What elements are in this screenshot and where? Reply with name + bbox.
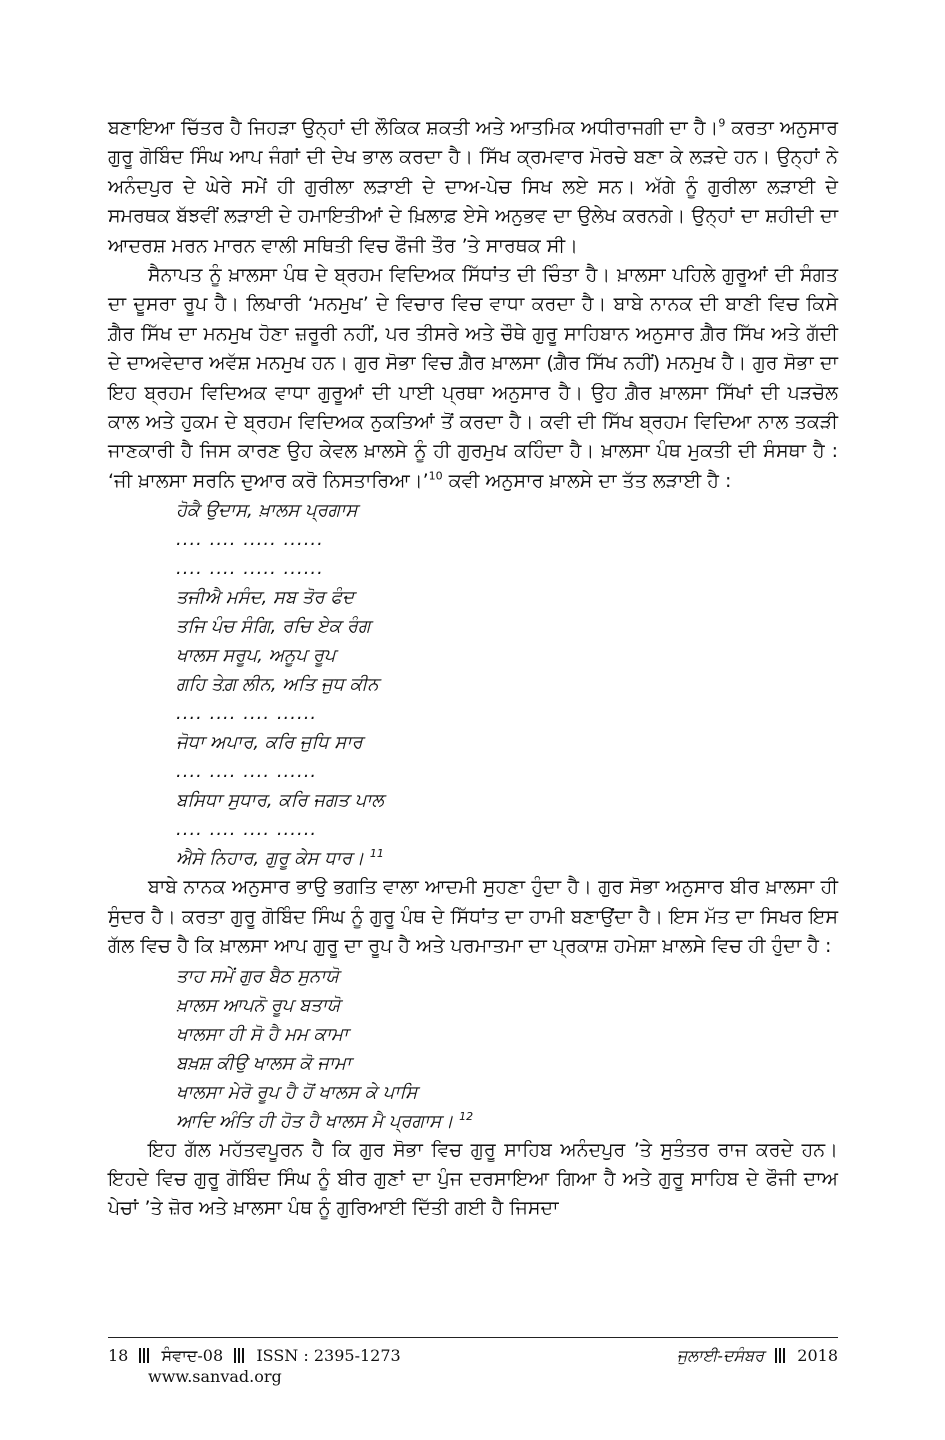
ellipsis-line: .... .... .... ...... — [176, 761, 318, 783]
verse-line: ਜੋਧਾ ਅਪਾਰ, ਕਰਿ ਜੁਧਿ ਸਾਰ — [176, 732, 363, 754]
verse-line: ਬਖ਼ਸ਼ ਕੀਉ ਖਾਲਸ ਕੋ ਜਾਮਾ — [176, 1052, 352, 1074]
footnote-ref-10[interactable]: 10 — [428, 469, 443, 483]
footnote-ref-12[interactable]: 12 — [459, 1109, 474, 1123]
footer-divider — [108, 1337, 838, 1338]
paragraph-1: ਬਣਾਇਆ ਚਿੱਤਰ ਹੈ ਜਿਹੜਾ ਉਨ੍ਹਾਂ ਦੀ ਲੌਕਿਕ ਸ਼ਕਤੀ ਅਤੇ ਆਤਮਿਕ ਅਧੀਰਾਜਗੀ ਦਾ ਹੈ।$^9$ ਕਰਤਾ ਅਨੁਸਾਰ ਗੁਰੂ ਗੋਬਿੰਦ ਸਿੰਘ ਆਪ ਜੰਗਾਂ ਦੀ ਦੇਖ ਭਾਲ ਕਰਦਾ ਹੈ। ਸਿੱਖ ਕ੍ਰਮਵਾਰ ਮੋਰਚੇ ਬਣਾ ਕੇ ਲੜਦੇ ਹਨ। ਉਨ੍ਹਾਂ ਨੇ ਅਨੰਦਪੁਰ ਦੇ ਘੇਰੇ ਸਮੇਂ ਹੀ ਗੁਰੀਲਾ ਲੜਾਈ ਦੇ ਦਾਅ-ਪੇਚ ਸਿਖ ਲਏ ਸਨ। ਅੱਗੇ ਨੂੰ ਗੁਰੀਲਾ ਲੜਾਈ ਦੇ ਸਮਰਥਕ ਬੱਝਵੀਂ ਲੜਾਈ ਦੇ ਹਮਾਇਤੀਆਂ ਦੇ ਖ਼ਿਲਾਫ਼ ਏਸੇ ਅਨੁਭਵ ਦਾ ਉਲੇਖ ਕਰਨਗੇ। ਉਨ੍ਹਾਂ ਦਾ ਸ਼ਹੀਦੀ ਦਾ ਆਦਰਸ਼ ਮਰਨ ਮਾਰਨ ਵਾਲੀ ਸਥਿਤੀ ਵਿਚ ਫੌਜੀ ਤੌਰ ’ਤੇ ਸਾਰਥਕ ਸੀ। — [108, 116, 838, 257]
separator-icon — [139, 1348, 150, 1363]
separator-icon — [775, 1348, 786, 1363]
verse-block-1 — [176, 496, 838, 873]
journal-name: ਸੰਵਾਦ-08 — [161, 1346, 224, 1365]
issue-year: 2018 — [797, 1346, 838, 1365]
footer-right — [677, 1346, 838, 1366]
verse-line: ਤਾਹ ਸਮੇਂ ਗੁਰ ਬੈਠ ਸੁਨਾਯੋ — [176, 965, 339, 987]
paragraph-3: ਬਾਬੇ ਨਾਨਕ ਅਨੁਸਾਰ ਭਾਉ ਭਗਤਿ ਵਾਲਾ ਆਦਮੀ ਸੁਹਣਾ ਹੁੰਦਾ ਹੈ। ਗੁਰ ਸੋਭਾ ਅਨੁਸਾਰ ਬੀਰ ਖ਼ਾਲਸਾ ਹੀ ਸੁੰਦਰ ਹੈ। ਕਰਤਾ ਗੁਰੂ ਗੋਬਿੰਦ ਸਿੰਘ ਨੂੰ ਗੁਰੂ ਪੰਥ ਦੇ ਸਿੱਧਾਂਤ ਦਾ ਹਾਮੀ ਬਣਾਉਂਦਾ ਹੈ। ਇਸ ਮੱਤ ਦਾ ਸਿਖਰ ਇਸ ਗੱਲ ਵਿਚ ਹੈ ਕਿ ਖ਼ਾਲਸਾ ਆਪ ਗੁਰੂ ਦਾ ਰੂਪ ਹੈ ਅਤੇ ਪਰਮਾਤਮਾ ਦਾ ਪ੍ਰਕਾਸ਼ ਹਮੇਸ਼ਾ ਖ਼ਾਲਸੇ ਵਿਚ ਹੀ ਹੁੰਦਾ ਹੈ : — [108, 876, 838, 958]
verse-block-2 — [176, 962, 838, 1136]
verse-line: ਤਜਿ ਪੰਚ ਸੰਗਿ, ਰਚਿ ਏਕ ਰੰਗ — [176, 616, 371, 638]
footnote-ref-9[interactable]: 9 — [718, 116, 726, 130]
ellipsis-line: .... .... .... ...... — [176, 819, 318, 841]
ellipsis-line: .... .... ..... ...... — [176, 529, 324, 551]
verse-line: ਖ਼ਾਲਸ ਆਪਨੋ ਰੂਪ ਬਤਾਯੋ — [176, 994, 341, 1016]
paragraph-4: ਇਹ ਗੱਲ ਮਹੱਤਵਪੂਰਨ ਹੈ ਕਿ ਗੁਰ ਸੋਭਾ ਵਿਚ ਗੁਰੂ ਸਾਹਿਬ ਅਨੰਦਪੁਰ ’ਤੇ ਸੁਤੰਤਰ ਰਾਜ ਕਰਦੇ ਹਨ। ਇਹਦੇ ਵਿਚ ਗੁਰੂ ਗੋਬਿੰਦ ਸਿੰਘ ਨੂੰ ਬੀਰ ਗੁਣਾਂ ਦਾ ਪੁੰਜ ਦਰਸਾਇਆ ਗਿਆ ਹੈ ਅਤੇ ਗੁਰੂ ਸਾਹਿਬ ਦੇ ਫੌਜੀ ਦਾਅ ਪੇਚਾਂ ’ਤੇ ਜ਼ੋਰ ਅਤੇ ਖ਼ਾਲਸਾ ਪੰਥ ਨੂੰ ਗੁਰਿਆਈ ਦਿੱਤੀ ਗਈ ਹੈ ਜਿਸਦਾ — [108, 1138, 838, 1220]
verse-line: ਹੋਕੈ ਉਦਾਸ, ਖ਼ਾਲਸ ਪ੍ਰਗਾਸ — [176, 500, 358, 522]
verse-line: ਖਾਲਸਾ ਹੀ ਸੋ ਹੈ ਮਮ ਕਾਮਾ — [176, 1023, 349, 1045]
verse-line: ਬਸਿਧਾ ਸੁਧਾਰ, ਕਰਿ ਜਗਤ ਪਾਲ — [176, 790, 384, 812]
issn: ISSN : 2395-1273 — [256, 1346, 401, 1365]
page-number: 18 — [108, 1346, 129, 1365]
verse-line: ਐਸੇ ਨਿਹਾਰ, ਗੁਰੂ ਕੇਸ ਧਾਰ। $^{11}$ — [176, 847, 384, 870]
website-link[interactable]: www.sanvad.org — [148, 1367, 282, 1386]
verse-line: ਖਾਲਸ ਸਰੂਪ, ਅਨੂਪ ਰੂਪ — [176, 645, 336, 667]
verse-line: ਖਾਲਸਾ ਮੇਰੋ ਰੂਪ ਹੈ ਹੋਂ ਖਾਲਸ ਕੇ ਪਾਸਿ — [176, 1081, 418, 1103]
footnote-ref-11[interactable]: 11 — [369, 847, 384, 861]
body-text — [108, 114, 838, 1224]
separator-icon — [234, 1348, 245, 1363]
issue-period: ਜੁਲਾਈ-ਦਸੰਬਰ — [676, 1346, 765, 1365]
ellipsis-line: .... .... .... ...... — [176, 703, 318, 725]
verse-line: ਤਜੀਐ ਮਸੰਦ, ਸਬ ਤੋਰ ਫੰਦ — [176, 587, 355, 609]
footer-left — [108, 1346, 401, 1366]
verse-line: ਆਦਿ ਅੰਤਿ ਹੀ ਹੋਤ ਹੈ ਖਾਲਸ ਮੈ ਪ੍ਰਗਾਸ। $^{12}$ — [176, 1109, 474, 1132]
ellipsis-line: .... .... ..... ...... — [176, 558, 324, 580]
paragraph-2: ਸੈਨਾਪਤ ਨੂੰ ਖ਼ਾਲਸਾ ਪੰਥ ਦੇ ਬ੍ਰਹਮ ਵਿਦਿਅਕ ਸਿੱਧਾਂਤ ਦੀ ਚਿੰਤਾ ਹੈ। ਖ਼ਾਲਸਾ ਪਹਿਲੇ ਗੁਰੂਆਂ ਦੀ ਸੰਗਤ ਦਾ ਦੂਸਰਾ ਰੂਪ ਹੈ। ਲਿਖਾਰੀ ‘ਮਨਮੁਖ’ ਦੇ ਵਿਚਾਰ ਵਿਚ ਵਾਧਾ ਕਰਦਾ ਹੈ। ਬਾਬੇ ਨਾਨਕ ਦੀ ਬਾਣੀ ਵਿਚ ਕਿਸੇ ਗ਼ੈਰ ਸਿੱਖ ਦਾ ਮਨਮੁਖ ਹੋਣਾ ਜ਼ਰੂਰੀ ਨਹੀਂ, ਪਰ ਤੀਸਰੇ ਅਤੇ ਚੌਥੇ ਗੁਰੂ ਸਾਹਿਬਾਨ ਅਨੁਸਾਰ ਗ਼ੈਰ ਸਿੱਖ ਅਤੇ ਗੱਦੀ ਦੇ ਦਾਅਵੇਦਾਰ ਅਵੱਸ਼ ਮਨਮੁਖ ਹਨ। ਗੁਰ ਸੋਭਾ ਵਿਚ ਗ਼ੈਰ ਖ਼ਾਲਸਾ (ਗ਼ੈਰ ਸਿੱਖ ਨਹੀਂ) ਮਨਮੁਖ ਹੈ। ਗੁਰ ਸੋਭਾ ਦਾ ਇਹ ਬ੍ਰਹਮ ਵਿਦਿਅਕ ਵਾਧਾ ਗੁਰੂਆਂ ਦੀ ਪਾਈ ਪ੍ਰਥਾ ਅਨੁਸਾਰ ਹੈ। ਉਹ ਗ਼ੈਰ ਖ਼ਾਲਸਾ ਸਿੱਖਾਂ ਦੀ ਪੜਚੋਲ ਕਾਲ ਅਤੇ ਹੁਕਮ ਦੇ ਬ੍ਰਹਮ ਵਿਦਿਅਕ ਨੁਕਤਿਆਂ ਤੋਂ ਕਰਦਾ ਹੈ। ਕਵੀ ਦੀ ਸਿੱਖ ਬ੍ਰਹਮ ਵਿਦਿਆ ਨਾਲ ਤਕੜੀ ਜਾਣਕਾਰੀ ਹੈ ਜਿਸ ਕਾਰਣ ਉਹ ਕੇਵਲ ਖ਼ਾਲਸੇ ਨੂੰ ਹੀ ਗੁਰਮੁਖ ਕਹਿੰਦਾ ਹੈ। ਖ਼ਾਲਸਾ ਪੰਥ ਮੁਕਤੀ ਦੀ ਸੰਸਥਾ ਹੈ : ‘ਜੀ ਖ਼ਾਲਸਾ ਸਰਨਿ ਦੁਆਰ ਕਰੋ ਨਿਸਤਾਰਿਆ।’$^{10}$ ਕਵੀ ਅਨੁਸਾਰ ਖ਼ਾਲਸੇ ਦਾ ਤੱਤ ਲੜਾਈ ਹੈ : — [108, 264, 838, 492]
verse-line: ਗਹਿ ਤੇਗ਼ ਲੀਨ, ਅਤਿ ਜੁਧ ਕੀਨ — [176, 674, 379, 696]
